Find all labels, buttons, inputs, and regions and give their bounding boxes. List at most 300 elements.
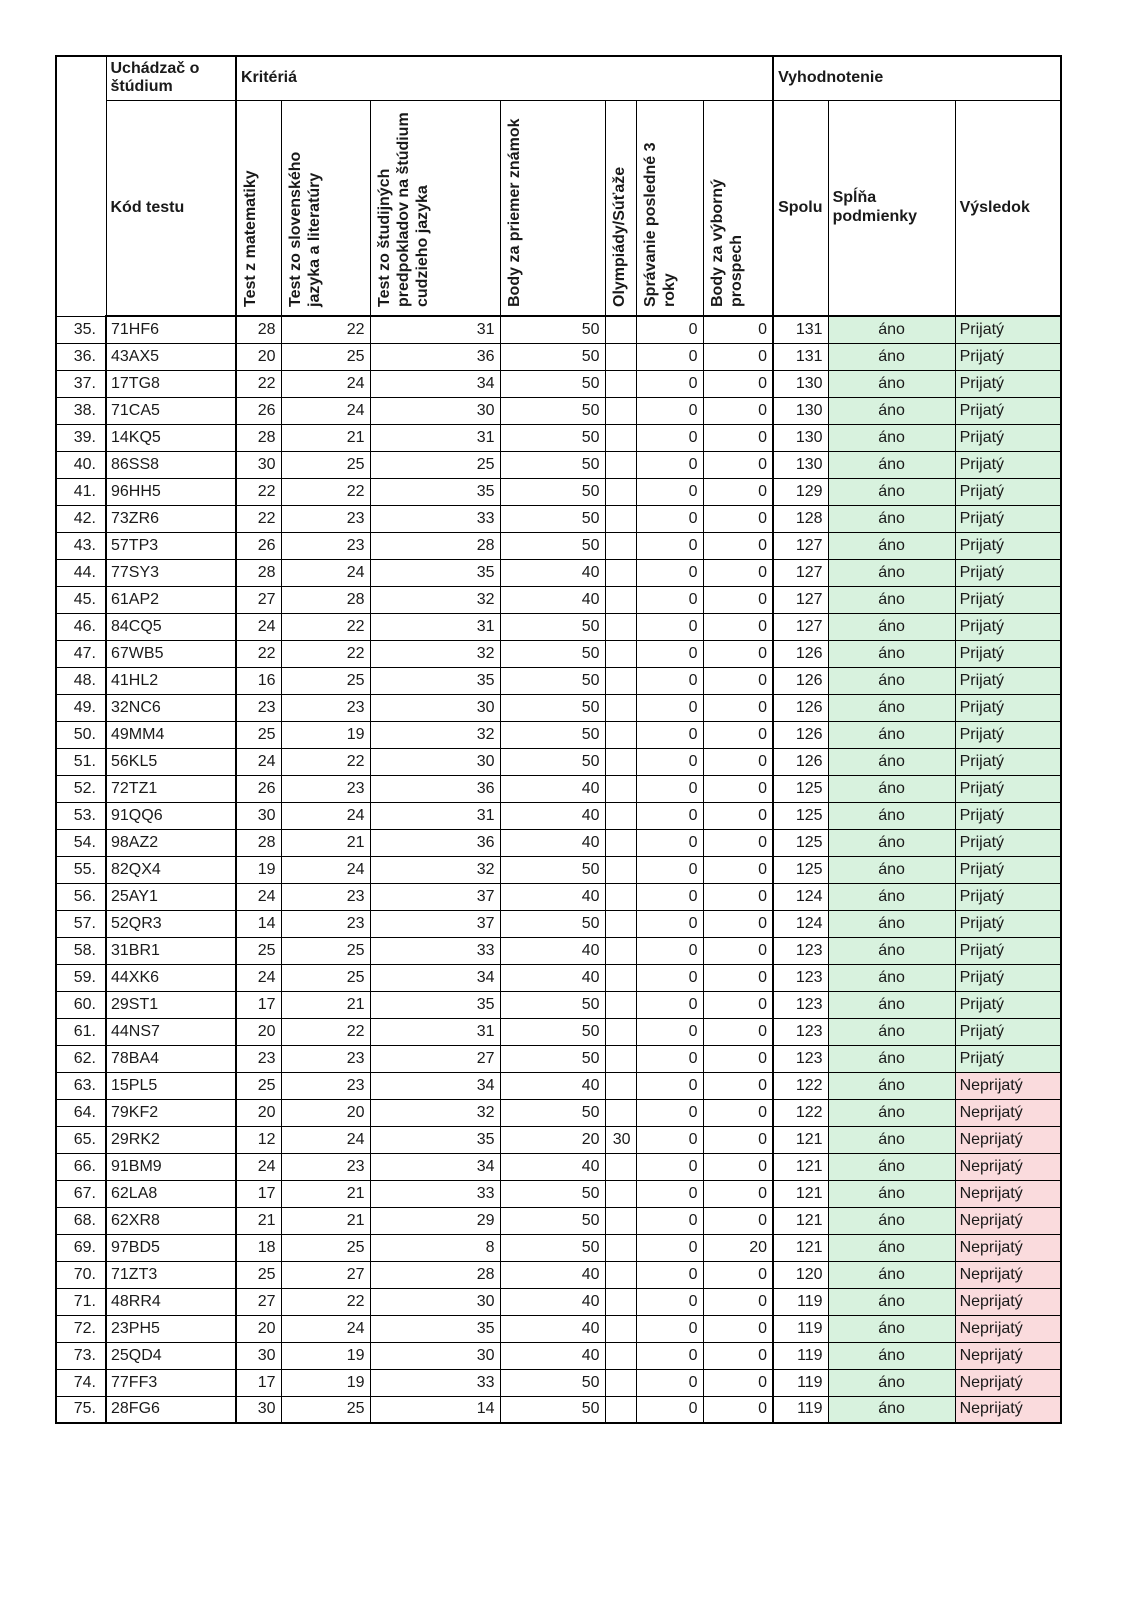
test-code: 96HH5 [106, 478, 236, 505]
row-number: 56. [56, 883, 106, 910]
aptitude-score: 32 [370, 640, 500, 667]
table-row [56, 343, 1061, 370]
row-number: 72. [56, 1315, 106, 1342]
table-row [56, 586, 1061, 613]
slovak-score: 23 [281, 694, 370, 721]
result: Prijatý [955, 478, 1061, 505]
aptitude-score: 25 [370, 451, 500, 478]
olympiad-points [605, 424, 636, 451]
olympiad-points [605, 532, 636, 559]
math-score: 12 [236, 1126, 281, 1153]
test-code: 77FF3 [106, 1369, 236, 1396]
excellence-points: 0 [703, 910, 773, 937]
math-score: 27 [236, 1288, 281, 1315]
total-points: 123 [773, 1045, 828, 1072]
row-number: 52. [56, 775, 106, 802]
test-code: 17TG8 [106, 370, 236, 397]
test-code: 82QX4 [106, 856, 236, 883]
row-number: 71. [56, 1288, 106, 1315]
olympiad-points [605, 1018, 636, 1045]
excellence-points: 20 [703, 1234, 773, 1261]
math-score: 24 [236, 883, 281, 910]
behavior-points: 0 [636, 991, 703, 1018]
olympiad-points [605, 775, 636, 802]
row-number: 59. [56, 964, 106, 991]
result: Prijatý [955, 802, 1061, 829]
excellence-points: 0 [703, 991, 773, 1018]
olympiad-points [605, 991, 636, 1018]
grade-points: 50 [500, 532, 605, 559]
row-number: 58. [56, 937, 106, 964]
test-code: 98AZ2 [106, 829, 236, 856]
grade-points: 50 [500, 910, 605, 937]
total-points: 126 [773, 748, 828, 775]
math-score: 20 [236, 343, 281, 370]
row-number: 63. [56, 1072, 106, 1099]
behavior-points: 0 [636, 883, 703, 910]
table-row [56, 1153, 1061, 1180]
excellence-points: 0 [703, 1288, 773, 1315]
row-number: 43. [56, 532, 106, 559]
result: Neprijatý [955, 1369, 1061, 1396]
aptitude-score: 31 [370, 802, 500, 829]
olympiad-points [605, 451, 636, 478]
meets-conditions: áno [828, 451, 955, 478]
behavior-points: 0 [636, 1342, 703, 1369]
excellence-points: 0 [703, 478, 773, 505]
total-points: 122 [773, 1099, 828, 1126]
behavior-points: 0 [636, 1045, 703, 1072]
aptitude-score: 36 [370, 829, 500, 856]
total-points: 126 [773, 640, 828, 667]
olympiad-points [605, 1396, 636, 1423]
behavior-points: 0 [636, 1288, 703, 1315]
behavior-points: 0 [636, 640, 703, 667]
header-slovak-test-label: Test zo slovenského jazyka a literatúry [286, 151, 323, 307]
meets-conditions: áno [828, 343, 955, 370]
aptitude-score: 36 [370, 343, 500, 370]
row-number: 54. [56, 829, 106, 856]
result: Prijatý [955, 856, 1061, 883]
excellence-points: 0 [703, 856, 773, 883]
aptitude-score: 35 [370, 991, 500, 1018]
result: Prijatý [955, 343, 1061, 370]
table-row [56, 1126, 1061, 1153]
grade-points: 40 [500, 1153, 605, 1180]
row-number: 69. [56, 1234, 106, 1261]
grade-points: 50 [500, 1045, 605, 1072]
total-points: 131 [773, 316, 828, 343]
test-code: 52QR3 [106, 910, 236, 937]
meets-conditions: áno [828, 478, 955, 505]
result: Prijatý [955, 370, 1061, 397]
grade-points: 50 [500, 1099, 605, 1126]
excellence-points: 0 [703, 1369, 773, 1396]
table-body [56, 316, 1061, 1423]
slovak-score: 23 [281, 1045, 370, 1072]
behavior-points: 0 [636, 802, 703, 829]
aptitude-score: 37 [370, 910, 500, 937]
slovak-score: 24 [281, 1126, 370, 1153]
meets-conditions: áno [828, 1261, 955, 1288]
slovak-score: 21 [281, 1180, 370, 1207]
aptitude-score: 31 [370, 613, 500, 640]
total-points: 121 [773, 1153, 828, 1180]
grade-points: 50 [500, 424, 605, 451]
total-points: 128 [773, 505, 828, 532]
olympiad-points [605, 1072, 636, 1099]
grade-points: 50 [500, 343, 605, 370]
grade-points: 50 [500, 1369, 605, 1396]
header-applicant-group: Uchádzač o štúdium [106, 56, 236, 100]
aptitude-score: 30 [370, 1288, 500, 1315]
test-code: 48RR4 [106, 1288, 236, 1315]
result: Prijatý [955, 613, 1061, 640]
meets-conditions: áno [828, 937, 955, 964]
table-row [56, 721, 1061, 748]
meets-conditions: áno [828, 721, 955, 748]
table-row [56, 505, 1061, 532]
row-number: 75. [56, 1396, 106, 1423]
test-code: 31BR1 [106, 937, 236, 964]
aptitude-score: 30 [370, 1342, 500, 1369]
grade-points: 40 [500, 883, 605, 910]
test-code: 62XR8 [106, 1207, 236, 1234]
aptitude-score: 34 [370, 1072, 500, 1099]
behavior-points: 0 [636, 829, 703, 856]
aptitude-score: 35 [370, 1126, 500, 1153]
slovak-score: 25 [281, 964, 370, 991]
header-evaluation-group: Vyhodnotenie [773, 56, 1061, 100]
test-code: 14KQ5 [106, 424, 236, 451]
meets-conditions: áno [828, 559, 955, 586]
grade-points: 50 [500, 613, 605, 640]
aptitude-score: 35 [370, 1315, 500, 1342]
result: Prijatý [955, 721, 1061, 748]
header-result: Výsledok [955, 100, 1061, 316]
math-score: 18 [236, 1234, 281, 1261]
result: Prijatý [955, 640, 1061, 667]
olympiad-points [605, 478, 636, 505]
row-number: 70. [56, 1261, 106, 1288]
result: Prijatý [955, 586, 1061, 613]
total-points: 120 [773, 1261, 828, 1288]
olympiad-points [605, 964, 636, 991]
slovak-score: 28 [281, 586, 370, 613]
behavior-points: 0 [636, 1234, 703, 1261]
header-math-test [236, 100, 281, 316]
behavior-points: 0 [636, 964, 703, 991]
behavior-points: 0 [636, 505, 703, 532]
test-code: 23PH5 [106, 1315, 236, 1342]
excellence-points: 0 [703, 451, 773, 478]
olympiad-points [605, 883, 636, 910]
math-score: 30 [236, 451, 281, 478]
olympiad-points [605, 397, 636, 424]
behavior-points: 0 [636, 694, 703, 721]
aptitude-score: 30 [370, 397, 500, 424]
row-number: 57. [56, 910, 106, 937]
math-score: 28 [236, 559, 281, 586]
aptitude-score: 35 [370, 478, 500, 505]
result: Prijatý [955, 559, 1061, 586]
grade-points: 50 [500, 748, 605, 775]
aptitude-score: 33 [370, 505, 500, 532]
slovak-score: 23 [281, 505, 370, 532]
table-row [56, 1018, 1061, 1045]
test-code: 29RK2 [106, 1126, 236, 1153]
meets-conditions: áno [828, 370, 955, 397]
test-code: 44NS7 [106, 1018, 236, 1045]
math-score: 30 [236, 802, 281, 829]
table-row [56, 316, 1061, 343]
header-excellence-points [703, 100, 773, 316]
slovak-score: 23 [281, 775, 370, 802]
slovak-score: 21 [281, 1207, 370, 1234]
grade-points: 50 [500, 856, 605, 883]
table-row [56, 802, 1061, 829]
olympiad-points [605, 829, 636, 856]
math-score: 20 [236, 1018, 281, 1045]
table-row [56, 694, 1061, 721]
header-math-test-label: Test z matematiky [242, 170, 259, 307]
slovak-score: 23 [281, 910, 370, 937]
row-number: 60. [56, 991, 106, 1018]
behavior-points: 0 [636, 397, 703, 424]
result: Neprijatý [955, 1153, 1061, 1180]
table-row [56, 856, 1061, 883]
aptitude-score: 31 [370, 1018, 500, 1045]
meets-conditions: áno [828, 991, 955, 1018]
excellence-points: 0 [703, 1207, 773, 1234]
aptitude-score: 30 [370, 694, 500, 721]
olympiad-points [605, 937, 636, 964]
row-number: 74. [56, 1369, 106, 1396]
aptitude-score: 32 [370, 721, 500, 748]
test-code: 84CQ5 [106, 613, 236, 640]
excellence-points: 0 [703, 1261, 773, 1288]
math-score: 26 [236, 397, 281, 424]
test-code: 67WB5 [106, 640, 236, 667]
excellence-points: 0 [703, 802, 773, 829]
table-row [56, 937, 1061, 964]
result: Neprijatý [955, 1180, 1061, 1207]
olympiad-points [605, 1180, 636, 1207]
slovak-score: 23 [281, 1153, 370, 1180]
test-code: 61AP2 [106, 586, 236, 613]
test-code: 29ST1 [106, 991, 236, 1018]
slovak-score: 20 [281, 1099, 370, 1126]
meets-conditions: áno [828, 640, 955, 667]
excellence-points: 0 [703, 559, 773, 586]
total-points: 127 [773, 586, 828, 613]
grade-points: 50 [500, 505, 605, 532]
total-points: 130 [773, 397, 828, 424]
math-score: 24 [236, 748, 281, 775]
header-slovak-test [281, 100, 370, 316]
meets-conditions: áno [828, 883, 955, 910]
aptitude-score: 33 [370, 1180, 500, 1207]
test-code: 78BA4 [106, 1045, 236, 1072]
header-behavior [636, 100, 703, 316]
aptitude-score: 32 [370, 1099, 500, 1126]
aptitude-score: 8 [370, 1234, 500, 1261]
math-score: 30 [236, 1396, 281, 1423]
math-score: 22 [236, 505, 281, 532]
math-score: 21 [236, 1207, 281, 1234]
aptitude-score: 33 [370, 937, 500, 964]
olympiad-points [605, 1153, 636, 1180]
meets-conditions: áno [828, 1396, 955, 1423]
table-row [56, 478, 1061, 505]
grade-points: 40 [500, 829, 605, 856]
math-score: 26 [236, 532, 281, 559]
excellence-points: 0 [703, 613, 773, 640]
grade-points: 40 [500, 1342, 605, 1369]
slovak-score: 24 [281, 802, 370, 829]
slovak-score: 21 [281, 991, 370, 1018]
header-behavior-label: Správanie posledné 3 roky [641, 142, 678, 307]
excellence-points: 0 [703, 829, 773, 856]
olympiad-points [605, 640, 636, 667]
slovak-score: 22 [281, 748, 370, 775]
result: Prijatý [955, 451, 1061, 478]
total-points: 119 [773, 1315, 828, 1342]
row-number: 65. [56, 1126, 106, 1153]
test-code: 43AX5 [106, 343, 236, 370]
result: Prijatý [955, 775, 1061, 802]
excellence-points: 0 [703, 316, 773, 343]
header-grade-points-label: Body za priemer známok [505, 118, 523, 307]
result: Neprijatý [955, 1315, 1061, 1342]
excellence-points: 0 [703, 586, 773, 613]
excellence-points: 0 [703, 343, 773, 370]
table-row [56, 1045, 1061, 1072]
corner-cell [56, 56, 106, 316]
slovak-score: 25 [281, 1234, 370, 1261]
olympiad-points [605, 748, 636, 775]
slovak-score: 23 [281, 1072, 370, 1099]
grade-points: 40 [500, 1261, 605, 1288]
behavior-points: 0 [636, 1180, 703, 1207]
behavior-points: 0 [636, 532, 703, 559]
slovak-score: 22 [281, 613, 370, 640]
olympiad-points [605, 316, 636, 343]
excellence-points: 0 [703, 640, 773, 667]
total-points: 127 [773, 559, 828, 586]
meets-conditions: áno [828, 505, 955, 532]
row-number: 36. [56, 343, 106, 370]
slovak-score: 21 [281, 829, 370, 856]
result: Neprijatý [955, 1099, 1061, 1126]
result: Prijatý [955, 667, 1061, 694]
excellence-points: 0 [703, 883, 773, 910]
admission-results-table [55, 55, 1062, 1424]
aptitude-score: 34 [370, 1153, 500, 1180]
row-number: 67. [56, 1180, 106, 1207]
meets-conditions: áno [828, 1369, 955, 1396]
olympiad-points [605, 1288, 636, 1315]
header-aptitude-test [370, 100, 500, 316]
olympiad-points [605, 586, 636, 613]
meets-conditions: áno [828, 613, 955, 640]
slovak-score: 19 [281, 721, 370, 748]
behavior-points: 0 [636, 424, 703, 451]
table-row [56, 748, 1061, 775]
table-header [56, 56, 1061, 316]
slovak-score: 27 [281, 1261, 370, 1288]
result: Prijatý [955, 397, 1061, 424]
result: Prijatý [955, 532, 1061, 559]
behavior-points: 0 [636, 478, 703, 505]
meets-conditions: áno [828, 1234, 955, 1261]
slovak-score: 24 [281, 559, 370, 586]
result: Neprijatý [955, 1072, 1061, 1099]
total-points: 123 [773, 991, 828, 1018]
math-score: 22 [236, 478, 281, 505]
math-score: 28 [236, 424, 281, 451]
row-number: 64. [56, 1099, 106, 1126]
grade-points: 50 [500, 1396, 605, 1423]
aptitude-score: 27 [370, 1045, 500, 1072]
table-row [56, 964, 1061, 991]
olympiad-points [605, 343, 636, 370]
row-number: 38. [56, 397, 106, 424]
row-number: 66. [56, 1153, 106, 1180]
table-row [56, 991, 1061, 1018]
behavior-points: 0 [636, 775, 703, 802]
result: Prijatý [955, 748, 1061, 775]
aptitude-score: 28 [370, 1261, 500, 1288]
behavior-points: 0 [636, 1099, 703, 1126]
row-number: 49. [56, 694, 106, 721]
slovak-score: 24 [281, 397, 370, 424]
excellence-points: 0 [703, 1072, 773, 1099]
row-number: 41. [56, 478, 106, 505]
aptitude-score: 37 [370, 883, 500, 910]
total-points: 126 [773, 667, 828, 694]
math-score: 20 [236, 1099, 281, 1126]
excellence-points: 0 [703, 505, 773, 532]
header-criteria-group: Kritériá [236, 56, 773, 100]
table-row [56, 451, 1061, 478]
grade-points: 50 [500, 640, 605, 667]
math-score: 17 [236, 1369, 281, 1396]
aptitude-score: 32 [370, 856, 500, 883]
test-code: 91QQ6 [106, 802, 236, 829]
meets-conditions: áno [828, 856, 955, 883]
row-number: 42. [56, 505, 106, 532]
total-points: 127 [773, 532, 828, 559]
olympiad-points [605, 667, 636, 694]
excellence-points: 0 [703, 748, 773, 775]
header-olympiads [605, 100, 636, 316]
test-code: 71CA5 [106, 397, 236, 424]
behavior-points: 0 [636, 1207, 703, 1234]
total-points: 123 [773, 1018, 828, 1045]
behavior-points: 0 [636, 1072, 703, 1099]
behavior-points: 0 [636, 1315, 703, 1342]
row-number: 50. [56, 721, 106, 748]
behavior-points: 0 [636, 451, 703, 478]
test-code: 32NC6 [106, 694, 236, 721]
total-points: 119 [773, 1288, 828, 1315]
math-score: 14 [236, 910, 281, 937]
behavior-points: 0 [636, 1153, 703, 1180]
behavior-points: 0 [636, 937, 703, 964]
math-score: 25 [236, 937, 281, 964]
total-points: 130 [773, 370, 828, 397]
